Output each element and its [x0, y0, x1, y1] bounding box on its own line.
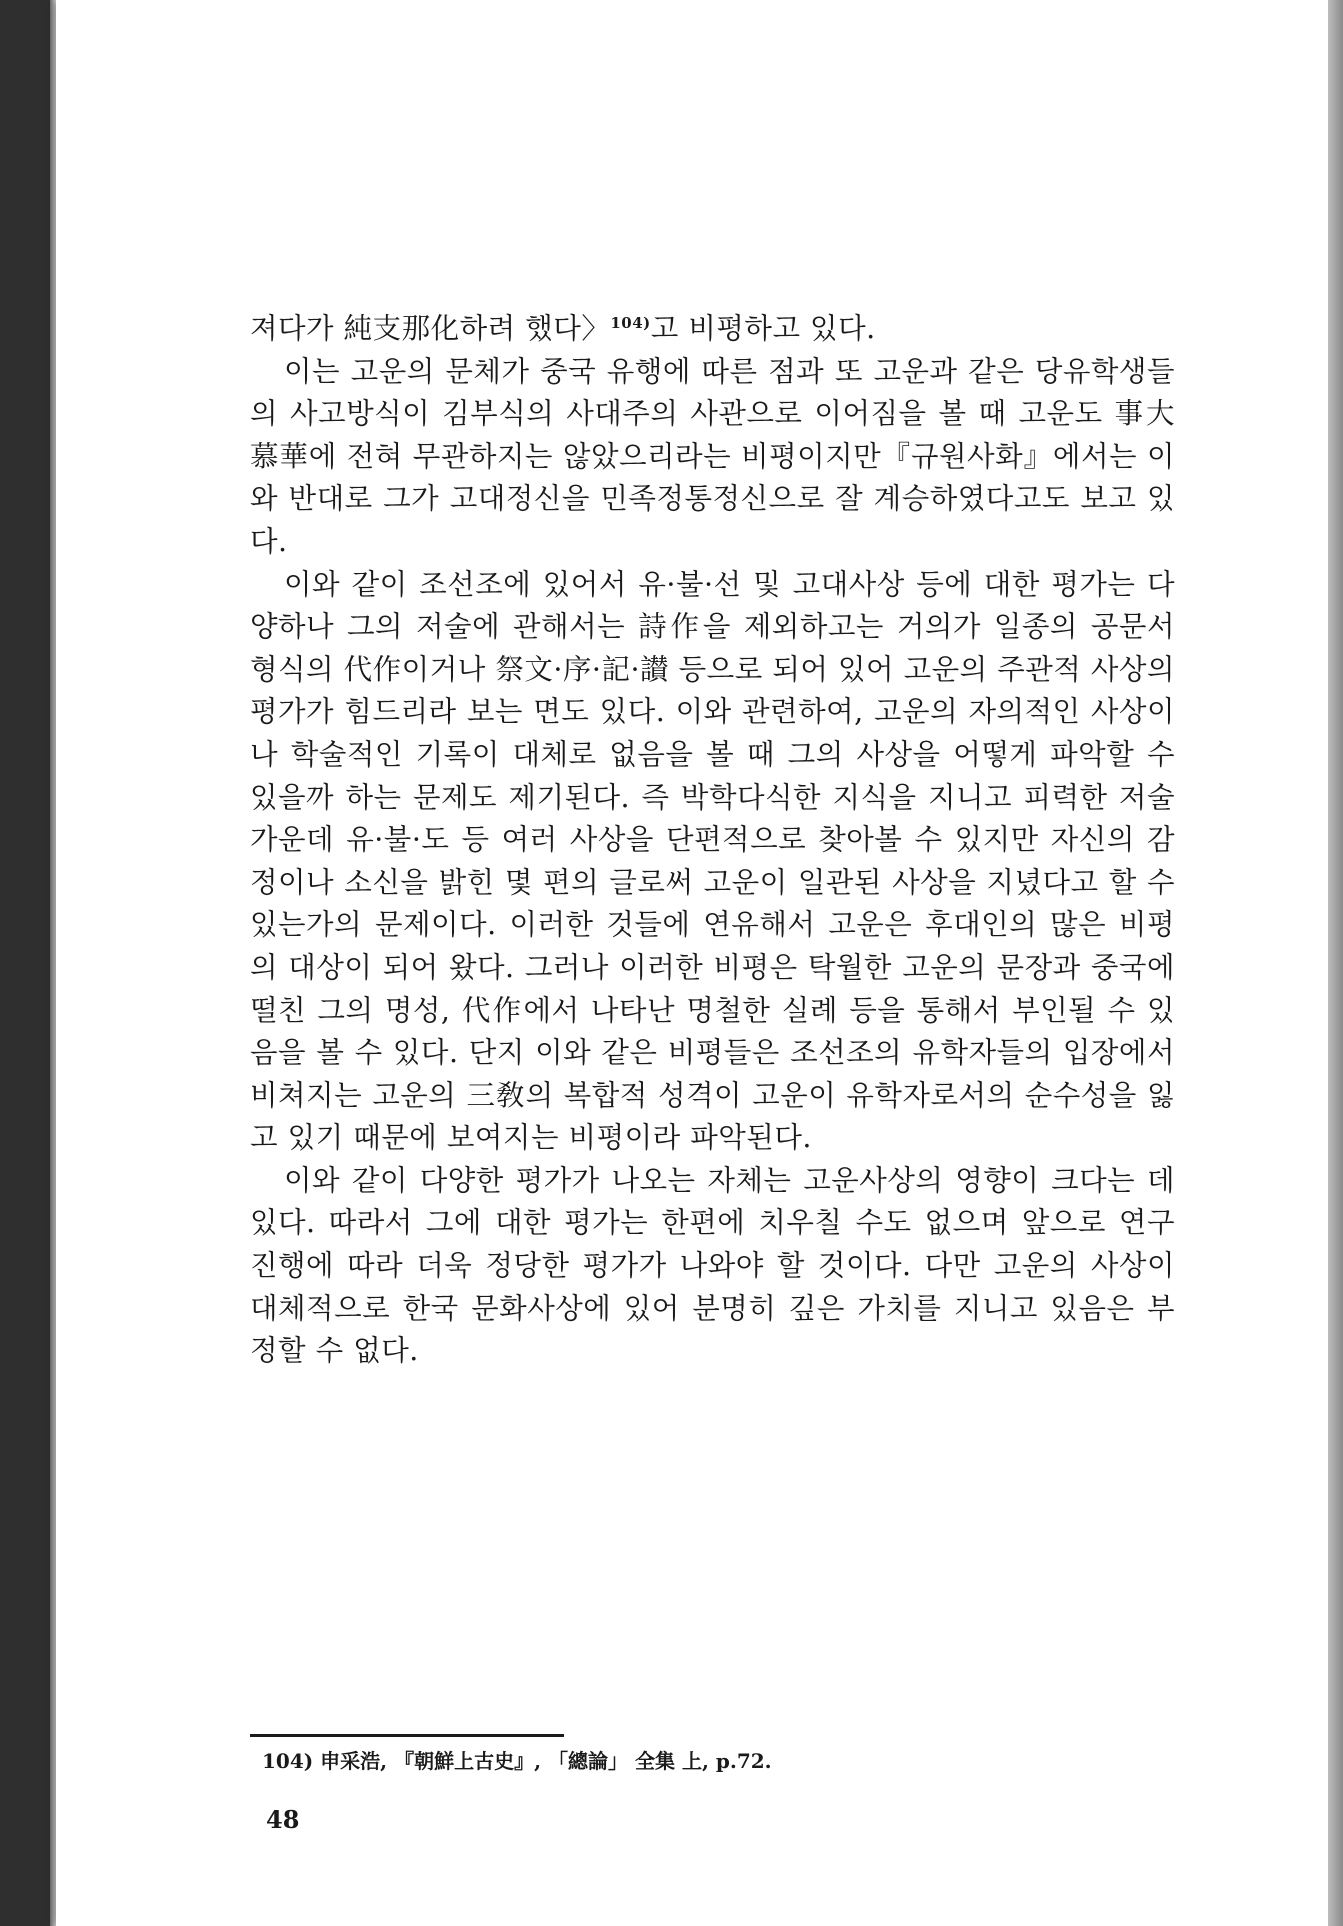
paragraph-1-text: 져다가 純支那化하려 했다〉	[250, 312, 611, 345]
paragraph-2: 이는 고운의 문체가 중국 유행에 따른 점과 또 고운과 같은 당유학생들의 사고방식이 김부식의 사대주의 사관으로 이어짐을 볼 때 고운도 事大慕華에 전혀 무관하지는 않았으리라는 비평이지만『규원사화』에서는 이와 반대로 그가 고대정신을 민족정통정신으로 잘 계승하였다고도 보고 있다.	[250, 354, 1175, 558]
page-edge-right	[1328, 0, 1343, 1926]
footnote-104: 104) 申采浩, 『朝鮮上古史』, 「總論」 全集 上, p.72.	[262, 1749, 772, 1773]
paragraph-1	[250, 308, 1175, 351]
body-text	[250, 308, 1175, 1373]
paragraph-4: 이와 같이 다양한 평가가 나오는 자체는 고운사상의 영향이 크다는 데 있다. 따라서 그에 대한 평가는 한편에 치우칠 수도 없으며 앞으로 연구 진행에 따라 더욱 정당한 평가가 나와야 할 것이다. 다만 고운의 사상이 대체적으로 한국 문화사상에 있어 분명히 깊은 가치를 지니고 있음은 부정할 수 없다.	[250, 1163, 1175, 1368]
paragraph-3: 이와 같이 조선조에 있어서 유·불·선 및 고대사상 등에 대한 평가는 다양하나 그의 저술에 관해서는 詩作을 제외하고는 거의가 일종의 공문서 형식의 代作이거나 祭文·序·記·讃 등으로 되어 있어 고운의 주관적 사상의 평가가 힘드리라 보는 면도 있다. 이와 관련하여, 고운의 자의적인 사상이나 학술적인 기록이 대체로 없음을 볼 때 그의 사상을 어떻게 파악할 수 있을까 하는 문제도 제기된다. 즉 박학다식한 지식을 지니고 피력한 저술 가운데 유·불·도 등 여러 사상을 단편적으로 찾아볼 수 있지만 자신의 감정이나 소신을 밝힌 몇 편의 글로써 고운이 일관된 사상을 지녔다고 할 수 있는가의 문제이다. 이러한 것들에 연유해서 고운은 후대인의 많은 비평의 대상이 되어 왔다. 그러나 이러한 비평은 탁월한 고운의 문장과 중국에 떨친 그의 명성, 代作에서 나타난 명철한 실례 등을 통해서 부인될 수 있음을 볼 수 있다. 단지 이와 같은 비평들은 조선조의 유학자들의 입장에서 비쳐지는 고운의 三敎의 복합적 성격이 고운이 유학자로서의 순수성을 잃고 있기 때문에 보여지는 비평이라 파악된다.	[250, 567, 1175, 1155]
footnote-ref-104: 104)	[610, 314, 651, 332]
page-number: 48	[266, 1805, 300, 1834]
paragraph-1-tail: 고 비평하고 있다.	[650, 312, 876, 345]
footnote-divider	[250, 1734, 564, 1737]
